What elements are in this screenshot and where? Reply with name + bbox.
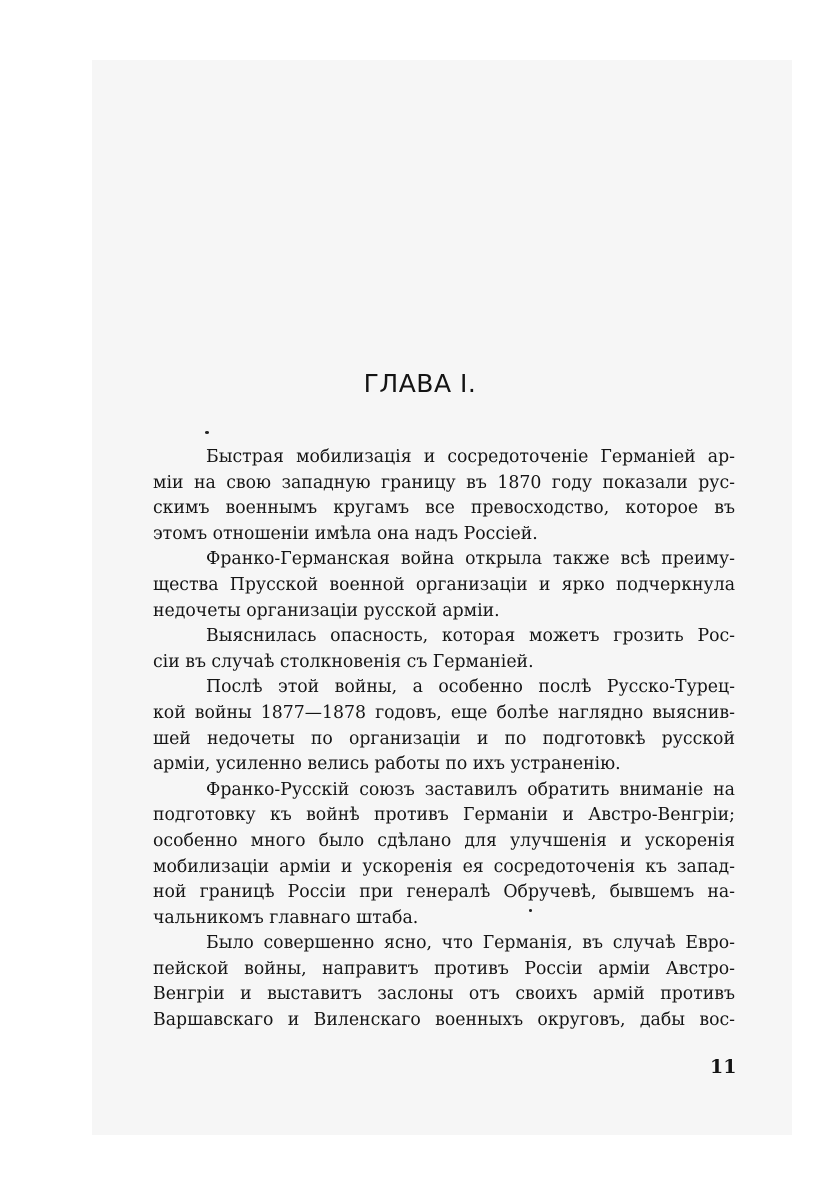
text-line: мобилизаціи арміи и ускоренія ея сосредоточенія къ запад- [153, 856, 735, 877]
text-line: Венгріи и выставитъ заслоны отъ своихъ армій противъ [153, 984, 735, 1005]
text-line: скимъ военнымъ кругамъ все превосходство, которое въ [153, 498, 735, 519]
text-line: недочеты организаціи русской арміи. [153, 600, 500, 621]
text-line: Варшавскаго и Виленскаго военныхъ округовъ, дабы вос- [153, 1010, 735, 1031]
text-line: шей недочеты по организаціи и по подготовкѣ русской [153, 728, 735, 749]
text-line: особенно много было сдѣлано для улучшенія и ускоренія [153, 830, 735, 851]
body-text [153, 445, 735, 1034]
text-line: міи на свою западную границу въ 1870 году показали рус- [153, 472, 735, 493]
page-number: 11 [710, 1056, 737, 1078]
text-line: арміи, усиленно велись работы по ихъ устраненію. [153, 754, 621, 775]
text-line: Послѣ этой войны, а особенно послѣ Русско-Турец- [206, 677, 735, 698]
ink-speck [205, 431, 209, 434]
text-line: кой войны 1877—1878 годовъ, еще болѣе наглядно выяснив- [153, 702, 735, 723]
text-line: Франко-Русскій союзъ заставилъ обратить вниманіе на [206, 779, 735, 800]
text-line: пейской войны, направитъ противъ Россіи арміи Австро- [153, 958, 735, 979]
text-line: сіи въ случаѣ столкновенія съ Германіей. [153, 651, 534, 672]
chapter-title: ГЛАВА I. [363, 369, 477, 398]
text-line: Франко-Германская война открыла также всѣ преиму- [206, 549, 735, 570]
text-line: щества Прусской военной организаціи и ярко подчеркнула [153, 574, 735, 595]
text-line: этомъ отношеніи имѣла она надъ Россіей. [153, 523, 538, 544]
text-line: Выяснилась опасность, которая можетъ грозить Рос- [206, 626, 735, 647]
text-line: чальникомъ главнаго штаба. [153, 907, 419, 928]
text-line: Было совершенно ясно, что Германія, въ случаѣ Евро- [206, 933, 735, 954]
text-line: подготовку къ войнѣ противъ Германіи и Австро-Венгріи; [153, 805, 735, 826]
text-line: ной границѣ Россіи при генералѣ Обручевѣ, бывшемъ на- [153, 882, 735, 903]
text-line: Быстрая мобилизація и сосредоточеніе Германіей ар- [206, 447, 735, 467]
